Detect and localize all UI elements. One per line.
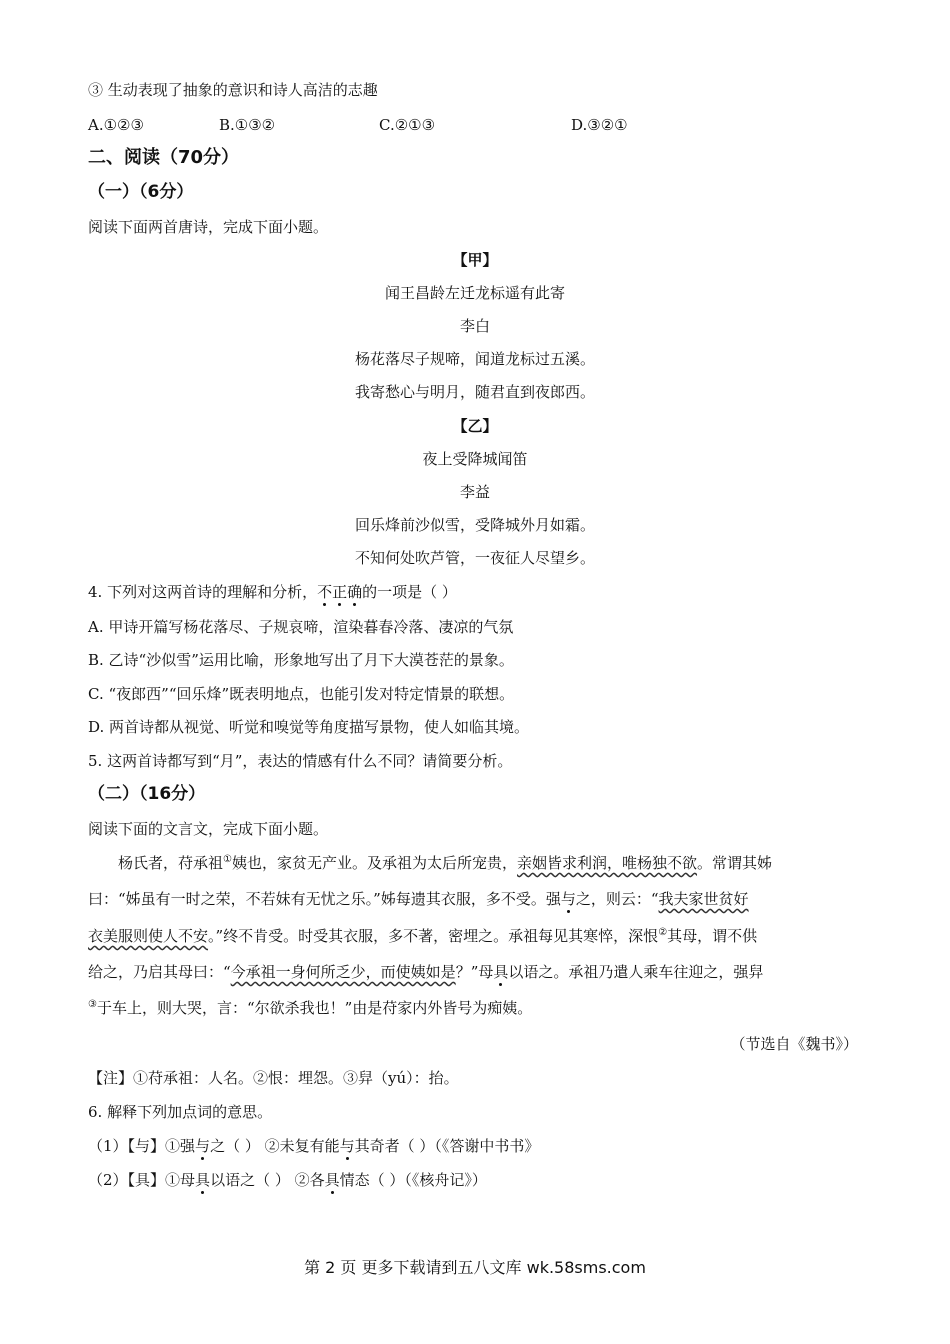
passage-text: 给之，乃启其母曰：“: [88, 963, 231, 981]
choice-a: A.①②③: [88, 116, 144, 134]
q6-text: 情态（ ）（《核舟记》）: [339, 1171, 487, 1189]
emphasis-char: 具: [324, 1171, 340, 1189]
passage-text: 之，则云：“: [575, 890, 659, 908]
passage-text: 曰：“姊虽有一时之荣，不若妹有无忧之乐。”姊每遗其衣服，多不受。强: [88, 890, 561, 908]
emphasis-char: 具: [493, 963, 509, 981]
poem-a-author: 李白: [459, 317, 490, 335]
part1-title: （一）（6分）: [88, 182, 194, 202]
passage-text: 姨也，家贫无产业。及承祖为太后所宠贵，: [231, 854, 517, 872]
passage-text: 其母，谓不供: [667, 927, 758, 945]
passage-line-5: [88, 998, 532, 1018]
emphasis-char: 与: [560, 890, 576, 908]
poem-a-line2: 我寄愁心与明月，随君直到夜郎西。: [354, 383, 595, 401]
section-title: 二、阅读（70分）: [88, 147, 240, 168]
emphasis-char: 具: [195, 1171, 211, 1189]
passage-text: 。”终不肯受。时受其衣服，多不著，密埋之。承祖每见其寒悴，深恨: [208, 927, 659, 945]
part2-title: （二）（16分）: [88, 784, 206, 804]
question-5: 5. 这两首诗都写到“月”，表达的情感有什么不同？请简要分析。: [88, 752, 513, 770]
emphasis-char: 不: [317, 583, 333, 601]
wavy-underlined-text: 我夫家世贫好: [658, 890, 749, 908]
q6-text: 之（ ） ②未复有能: [210, 1137, 340, 1155]
passage-text: ？”母: [455, 963, 494, 981]
poem-a-label: 【甲】: [452, 251, 498, 269]
footnote-ref: ①: [223, 854, 232, 865]
q4-stem-end: 的一项是（ ）: [362, 583, 457, 601]
page-footer: 第 2 页 更多下载请到五八文库 wk.58sms.com: [304, 1258, 646, 1277]
wavy-underlined-text: 今承祖一身何所乏少，而使姨如是: [230, 963, 456, 981]
passage-text: 于车上，则大哭，言：“尔欲杀我也！”由是苻家内外皆号为痴姨。: [96, 999, 533, 1017]
q6-item-2: [88, 1170, 487, 1190]
passage-text: 杨氏者，苻承祖: [118, 854, 224, 872]
q4-option-d: D. 两首诗都从视觉、听觉和嗅觉等角度描写景物，使人如临其境。: [88, 718, 530, 736]
poem-b-line1: 回乐烽前沙似雪，受降城外月如霜。: [354, 516, 595, 534]
choice-d: D.③②①: [571, 116, 628, 134]
question-6: 6. 解释下列加点词的意思。: [88, 1103, 273, 1121]
poem-a-line1: 杨花落尽子规啼，闻道龙标过五溪。: [354, 350, 595, 368]
annotation-note: 【注】①苻承祖：人名。②恨：埋怨。③舁（yú）：抬。: [88, 1069, 459, 1087]
footnote-ref: ②: [658, 927, 668, 938]
passage-line-2: [88, 889, 749, 909]
q4-stem: 4. 下列对这两首诗的理解和分析，: [88, 583, 318, 601]
q6-item-1: [88, 1136, 539, 1156]
emphasis-char: 确: [347, 583, 363, 601]
passage-line-3: [88, 926, 757, 946]
emphasis-char: 与: [339, 1137, 355, 1155]
part2-intro: 阅读下面的文言文，完成下面小题。: [88, 820, 329, 838]
poem-a-title: 闻王昌龄左迁龙标遥有此寄: [384, 284, 565, 302]
q4-option-b: B. 乙诗“沙似雪”运用比喻，形象地写出了月下大漠苍茫的景象。: [88, 651, 514, 669]
poem-b-title: 夜上受降城闻笛: [422, 450, 528, 468]
question-4: [88, 582, 457, 602]
emphasis-char: 正: [332, 583, 348, 601]
part1-intro: 阅读下面两首唐诗，完成下面小题。: [88, 218, 329, 236]
q6-text: 其奇者（ ）（《答谢中书书》: [354, 1137, 540, 1155]
q4-option-c: C. “夜郎西”“回乐烽”既表明地点，也能引发对特定情景的联想。: [88, 685, 515, 703]
q6-text: 以语之（ ） ②各: [210, 1171, 325, 1189]
passage-text: 。常谓其姊: [697, 854, 773, 872]
q6-text: （1）【与】①强: [88, 1137, 196, 1155]
choice-c: C.②①③: [379, 116, 436, 134]
poem-b-label: 【乙】: [452, 417, 498, 435]
q4-option-a: A. 甲诗开篇写杨花落尽、子规哀啼，渲染暮春冷落、凄凉的气氛: [88, 618, 514, 636]
passage-line-1: [118, 853, 772, 873]
passage-text: 以语之。承祖乃遣人乘车往迎之，强舁: [508, 963, 764, 981]
poem-b-line2: 不知何处吹芦管，一夜征人尽望乡。: [354, 549, 595, 567]
option-item-3: ③ 生动表现了抽象的意识和诗人高洁的志趣: [88, 81, 378, 99]
wavy-underlined-text: 衣美服则使人不安: [88, 927, 209, 945]
wavy-underlined-text: 亲姻皆求利润，唯杨独不欲: [517, 854, 698, 872]
passage-line-4: [88, 962, 763, 982]
poem-b-author: 李益: [459, 483, 490, 501]
q6-text: （2）【具】①母: [88, 1171, 196, 1189]
choice-b: B.①③②: [219, 116, 276, 134]
footnote-ref: ③: [88, 999, 97, 1010]
passage-source: （节选自《魏书》）: [730, 1035, 858, 1053]
emphasis-char: 与: [195, 1137, 211, 1155]
